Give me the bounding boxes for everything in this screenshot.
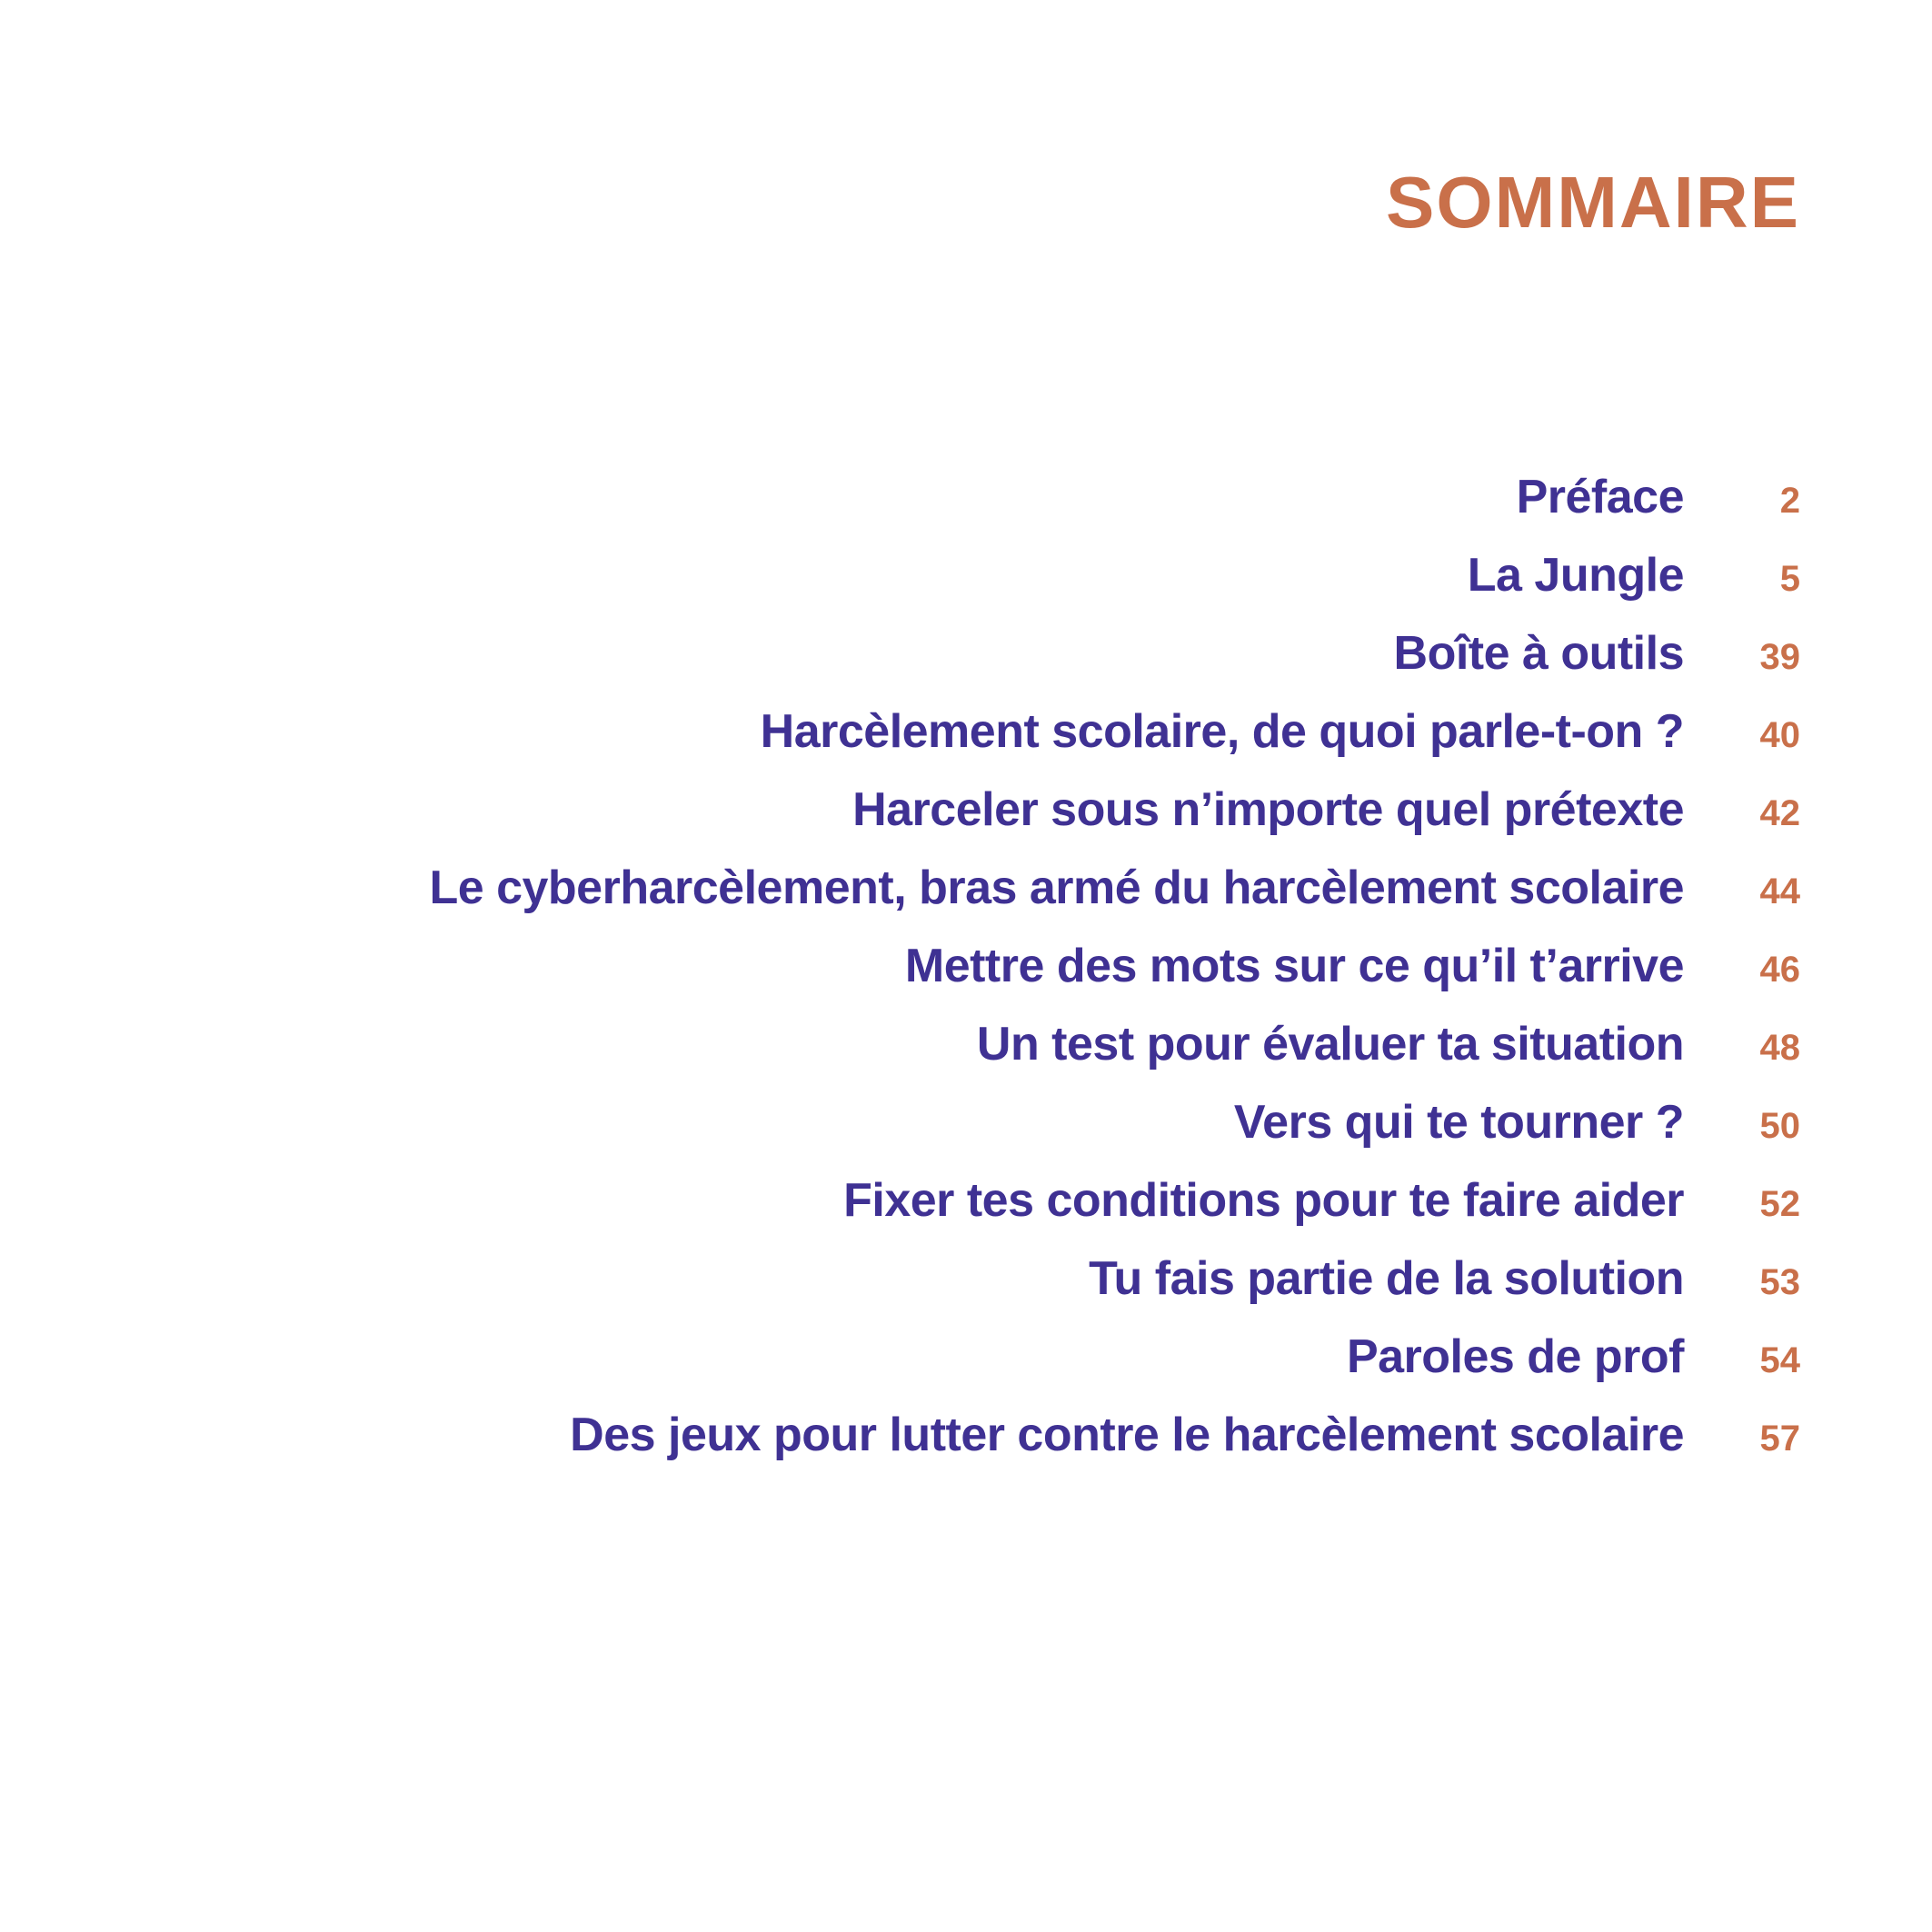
toc-entry-label: La Jungle <box>1467 549 1684 602</box>
toc-entry-page: 57 <box>1759 1419 1800 1459</box>
toc-entry-label: Harcèlement scolaire, de quoi parle-t-on ? <box>760 705 1684 758</box>
toc-entry-label: Fixer tes conditions pour te faire aider <box>843 1174 1684 1227</box>
toc-row[interactable] <box>429 849 1800 927</box>
toc-row[interactable] <box>429 1396 1800 1474</box>
toc-entry-label: Mettre des mots sur ce qu’il t’arrive <box>904 940 1684 992</box>
toc-entry-page: 44 <box>1759 871 1800 911</box>
toc-row[interactable] <box>429 1005 1800 1083</box>
toc-entry-page: 52 <box>1759 1184 1800 1224</box>
toc-entry-page: 39 <box>1759 637 1800 677</box>
toc-entry-page: 5 <box>1779 559 1800 599</box>
toc-entry-page: 2 <box>1779 481 1800 521</box>
toc-entry-page: 53 <box>1759 1262 1800 1302</box>
toc-row[interactable] <box>429 458 1800 536</box>
toc-list <box>429 458 1800 1474</box>
toc-entry-page: 50 <box>1759 1106 1800 1146</box>
toc-entry-page: 40 <box>1759 715 1800 755</box>
toc-entry-page: 48 <box>1759 1028 1800 1068</box>
toc-entry-label: Harceler sous n’importe quel prétexte <box>852 783 1684 836</box>
toc-row[interactable] <box>429 927 1800 1005</box>
toc-entry-label: Des jeux pour lutter contre le harcèlement scolaire <box>570 1409 1684 1461</box>
toc-entry-label: Un test pour évaluer ta situation <box>976 1018 1684 1071</box>
toc-row[interactable] <box>429 1318 1800 1396</box>
toc-row[interactable] <box>429 614 1800 692</box>
page-title: SOMMAIRE <box>1386 162 1800 243</box>
toc-row[interactable] <box>429 1083 1800 1161</box>
toc-entry-label: Tu fais partie de la solution <box>1089 1252 1684 1305</box>
toc-row[interactable] <box>429 536 1800 614</box>
toc-row[interactable] <box>429 1161 1800 1240</box>
toc-row[interactable] <box>429 692 1800 771</box>
toc-entry-page: 42 <box>1759 793 1800 833</box>
toc-entry-label: Le cyberharcèlement, bras armé du harcèlement scolaire <box>429 861 1684 914</box>
toc-entry-label: Paroles de prof <box>1346 1330 1684 1383</box>
toc-entry-page: 54 <box>1759 1340 1800 1380</box>
toc-entry-label: Préface <box>1516 471 1684 523</box>
toc-entry-page: 46 <box>1759 950 1800 990</box>
toc-row[interactable] <box>429 771 1800 849</box>
toc-entry-label: Boîte à outils <box>1393 627 1684 680</box>
toc-row[interactable] <box>429 1240 1800 1318</box>
toc-entry-label: Vers qui te tourner ? <box>1233 1096 1684 1149</box>
